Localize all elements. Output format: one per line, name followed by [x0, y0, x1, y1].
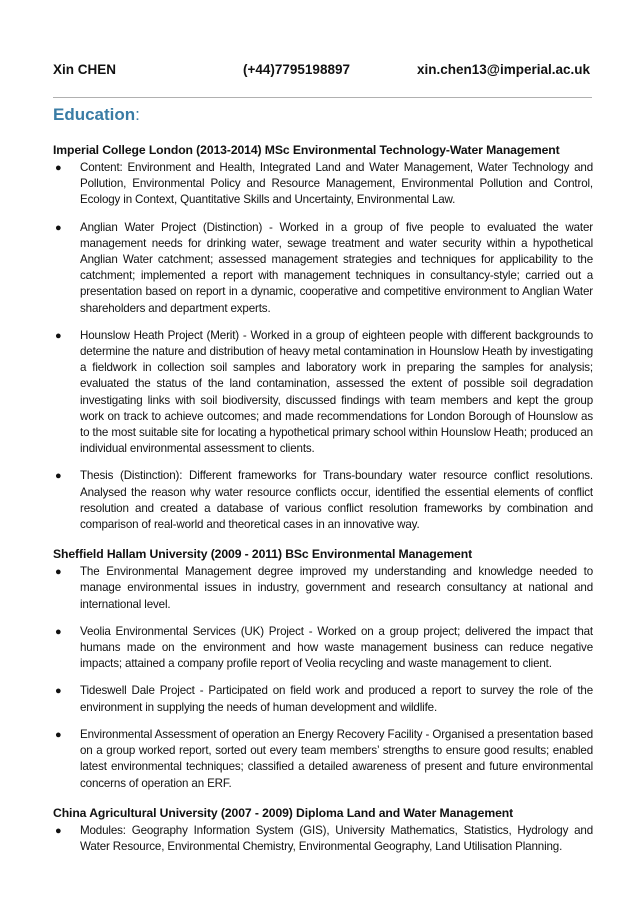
bullet-icon: ●: [55, 329, 62, 342]
contact-header: [53, 62, 590, 80]
bullet-icon: ●: [55, 625, 62, 638]
list-item: [53, 220, 593, 317]
section-title-text: Education: [53, 105, 136, 124]
list-item-text: Modules: Geography Information System (GIS), University Mathematics, Statistics, Hydrology and Water Resource, Environmental Chemistry, Environmental Geography, Land Utilisation Planning.: [80, 823, 593, 853]
list-item-text: Hounslow Heath Project (Merit) - Worked in a group of eighteen people with different backgrounds to determine the nature and distribution of heavy metal contamination in Hounslow Heath by investigating a fieldwork in collection soil samples and laboratory work in preparing the samples for analysis; evaluated the status of the land contamination, assessed the extent of possible soil degradation investigating links with soil biodiversity, discussed findings with team members and kept the group work on track to achieve outcomes; and made recommendations for London Borough of Hounslow as to the most suitable site for locating a hypothetical primary school within Hounslow Heath; produced an individual environmental assessment to clients.: [80, 328, 593, 456]
bullet-icon: ●: [55, 728, 62, 741]
list-item: [53, 624, 593, 673]
education-content: [53, 143, 593, 855]
bullet-icon: ●: [55, 162, 62, 174]
bullet-icon: ●: [55, 824, 62, 837]
list-item-text: Veolia Environmental Services (UK) Project - Worked on a group project; delivered the impact that humans made on the environment and how waste management business can reduce negative impacts; attained a company profile report of Veolia recycling and waste management to client.: [80, 624, 593, 671]
list-item: [53, 468, 593, 533]
bullet-list: [53, 823, 593, 855]
list-item-text: Thesis (Distinction): Different frameworks for Trans-boundary water resource conflict resolutions. Analysed the reason why water resource conflicts occur, identified the essential elements of conflict resolution and created a database of various conflict resolution frameworks by combination and comparison of real-world and theoretical cases in an innovative way.: [80, 469, 593, 532]
divider: [53, 97, 592, 98]
bullet-list: [53, 160, 593, 533]
list-item-text: The Environmental Management degree improved my understanding and knowledge needed to manage environmental issues in industry, government and research consultancy at national and international level.: [80, 565, 593, 611]
school-heading: Sheffield Hallam University (2009 - 2011) BSc Environmental Management: [53, 547, 473, 562]
section-colon: :: [135, 105, 140, 124]
bullet-icon: ●: [55, 685, 62, 698]
school-heading: China Agricultural University (2007 - 2009) Diploma Land and Water Management: [53, 805, 514, 820]
list-item: [53, 727, 593, 792]
section-title: [53, 105, 140, 125]
list-item: [53, 683, 593, 715]
list-item: [53, 823, 593, 855]
school-heading: Imperial College London (2013-2014) MSc Environmental Technology-Water Management: [53, 143, 560, 157]
bullet-icon: ●: [55, 566, 62, 579]
bullet-icon: ●: [55, 221, 62, 234]
list-item-text: Anglian Water Project (Distinction) - Worked in a group of five people to evaluated the water management needs for drinking water, sewage treatment and water security within a hypothetical Anglian Water catchment; assessed management strategies and techniques for applicability to the catchment; implemented a report with management techniques in consultancy-style; carried out a presentation based on report in a dynamic, cooperative and competitive environment to Anglian Water shareholders and department experts.: [80, 220, 593, 315]
bullet-list: [53, 564, 593, 791]
list-item-text: Environmental Assessment of operation an Energy Recovery Facility - Organised a presentation based on a group worked report, sorted out every team members’ strengths to ensure good results; enabled latest environmental techniques; classified a detailed awareness of present and future environmental concerns of operation an ERF.: [80, 727, 593, 790]
list-item: [53, 160, 593, 209]
list-item: [53, 564, 593, 613]
name: Xin CHEN: [53, 62, 117, 77]
list-item-text: Tideswell Dale Project - Participated on field work and produced a report to survey the role of the environment in supplying the needs of human development and wildlife.: [80, 684, 593, 714]
list-item-text: Content: Environment and Health, Integrated Land and Water Management, Water Technology and Pollution, Environmental Policy and Resource Management, Environmental Pollution and Control, Ecology in Context, Quantitative Skills and Uncertainty, Environmental Law.: [80, 161, 593, 207]
bullet-icon: ●: [55, 470, 62, 483]
email: xin.chen13@imperial.ac.uk: [417, 62, 590, 77]
list-item: [53, 328, 593, 458]
phone: (+44)7795198897: [243, 62, 350, 77]
